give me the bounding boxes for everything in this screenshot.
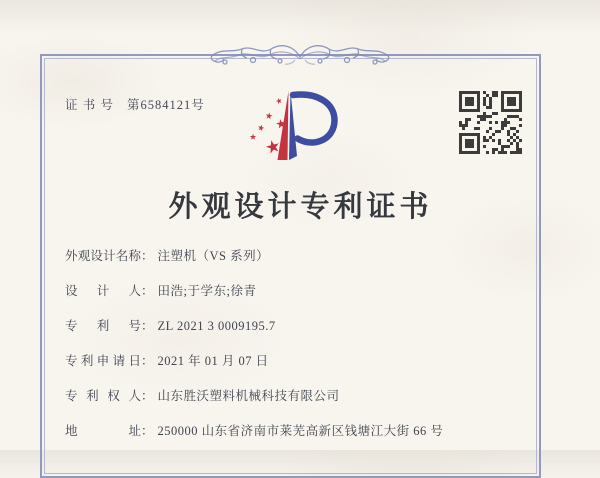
field-label: 设计人 xyxy=(65,284,141,298)
field-label: 专利号 xyxy=(65,319,141,333)
field-value: 250000 山东省济南市莱芜高新区钱塘江大街 66 号 xyxy=(157,424,444,438)
field-colon: ： xyxy=(141,284,154,298)
page-title: 外观设计专利证书 xyxy=(168,191,433,223)
field-colon: ： xyxy=(141,319,154,333)
field-label: 外观设计名称 xyxy=(65,249,141,263)
cnipa-emblem-icon xyxy=(242,88,342,172)
field-row-filing-date xyxy=(65,355,525,368)
field-row-address xyxy=(65,425,525,438)
field-list xyxy=(65,250,525,460)
field-value: 田浩;于学东;徐青 xyxy=(157,284,257,298)
flourish-ornament-icon xyxy=(205,36,395,74)
field-value: 注塑机（VS 系列） xyxy=(157,249,270,263)
certificate-number xyxy=(65,95,205,113)
field-value: ZL 2021 3 0009195.7 xyxy=(157,319,276,333)
certificate-number-label: 证书号 xyxy=(65,98,113,112)
field-label: 专利权人 xyxy=(65,389,141,403)
field-value: 山东胜沃塑料机械科技有限公司 xyxy=(157,389,340,403)
qr-code-icon xyxy=(459,91,522,154)
field-colon: ： xyxy=(141,249,154,263)
certificate-number-value: 第6584121号 xyxy=(127,98,205,112)
field-row-patentee xyxy=(65,390,525,403)
field-label: 专利申请日 xyxy=(65,354,141,368)
field-colon: ： xyxy=(141,354,154,368)
field-row-design-name xyxy=(65,250,525,263)
field-colon: ： xyxy=(141,424,154,438)
field-value: 2021 年 01 月 07 日 xyxy=(157,354,269,368)
field-colon: ： xyxy=(141,389,154,403)
field-row-designers xyxy=(65,285,525,298)
field-row-patent-number xyxy=(65,320,525,333)
field-label: 地址 xyxy=(65,424,141,438)
